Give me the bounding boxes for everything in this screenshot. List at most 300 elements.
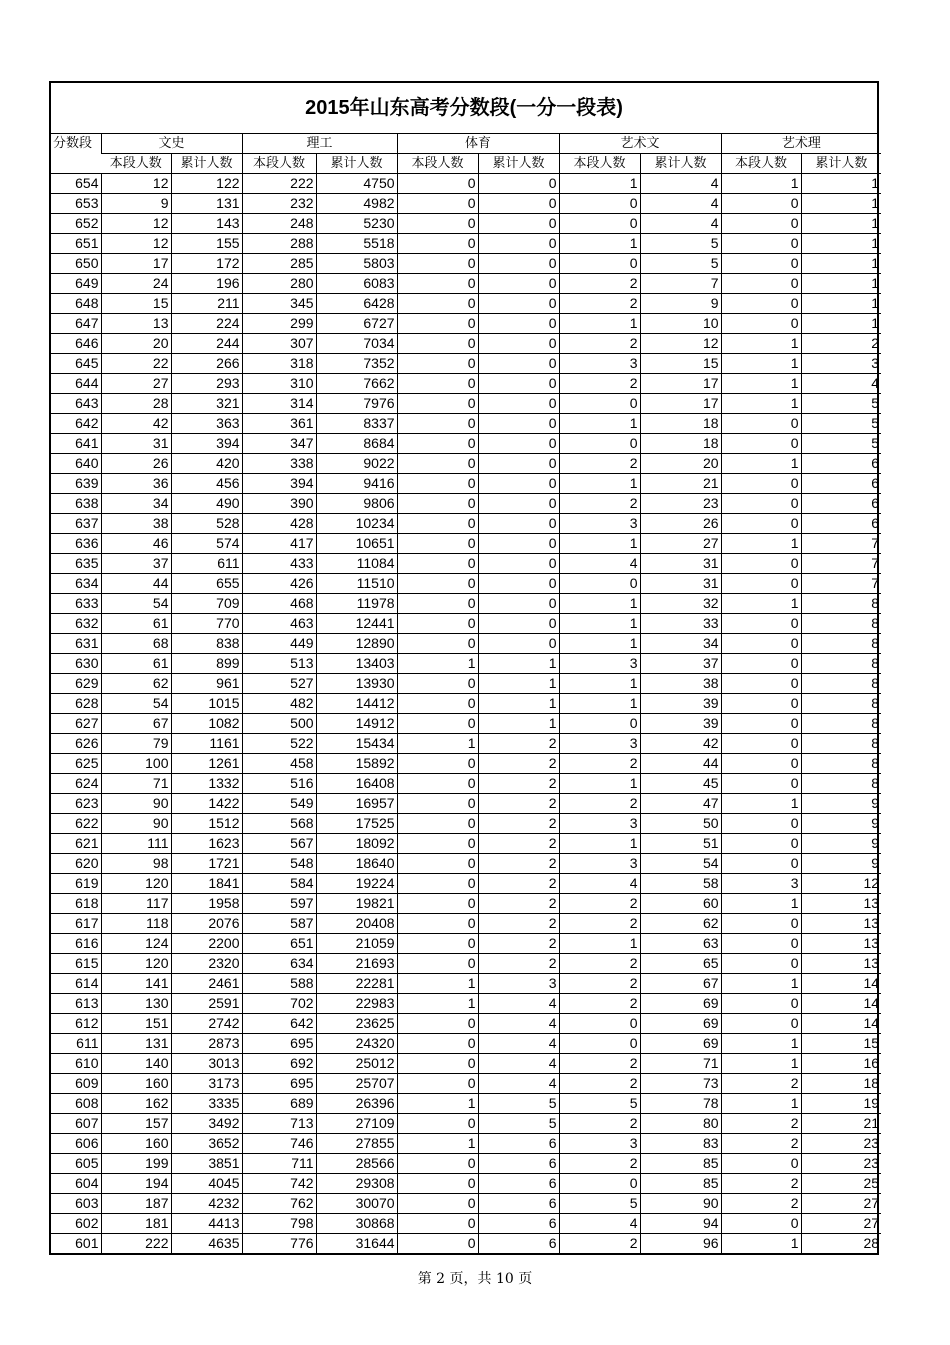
- count-cell: 597: [242, 894, 316, 914]
- count-cell: 293: [171, 374, 242, 394]
- table-row: [51, 1034, 881, 1054]
- count-cell: 9: [101, 194, 171, 214]
- count-cell: 27855: [316, 1134, 397, 1154]
- count-cell: 15: [640, 354, 721, 374]
- count-cell: 1: [721, 974, 801, 994]
- count-cell: 0: [397, 554, 478, 574]
- count-cell: 7: [801, 534, 881, 554]
- count-cell: 17: [640, 374, 721, 394]
- score-cell: 621: [51, 834, 101, 854]
- count-cell: 22: [101, 354, 171, 374]
- count-cell: 26: [640, 514, 721, 534]
- count-cell: 655: [171, 574, 242, 594]
- score-cell: 633: [51, 594, 101, 614]
- count-cell: 299: [242, 314, 316, 334]
- score-cell: 630: [51, 654, 101, 674]
- count-cell: 85: [640, 1174, 721, 1194]
- count-cell: 0: [397, 914, 478, 934]
- count-cell: 0: [478, 534, 559, 554]
- count-cell: 689: [242, 1094, 316, 1114]
- count-cell: 463: [242, 614, 316, 634]
- count-cell: 54: [101, 594, 171, 614]
- count-cell: 0: [397, 694, 478, 714]
- count-cell: 17: [640, 394, 721, 414]
- count-cell: 1332: [171, 774, 242, 794]
- count-cell: 9: [801, 854, 881, 874]
- score-cell: 653: [51, 194, 101, 214]
- count-cell: 338: [242, 454, 316, 474]
- header-sub-segment-count: 本段人数: [101, 154, 171, 174]
- count-cell: 3: [559, 654, 640, 674]
- count-cell: 0: [721, 194, 801, 214]
- count-cell: 0: [478, 514, 559, 534]
- count-cell: 0: [397, 474, 478, 494]
- count-cell: 1: [559, 834, 640, 854]
- count-cell: 0: [721, 434, 801, 454]
- count-cell: 1: [721, 894, 801, 914]
- count-cell: 42: [101, 414, 171, 434]
- count-cell: 2: [559, 754, 640, 774]
- count-cell: 0: [397, 1194, 478, 1214]
- score-cell: 615: [51, 954, 101, 974]
- count-cell: 0: [397, 274, 478, 294]
- count-cell: 8: [801, 614, 881, 634]
- count-cell: 222: [101, 1234, 171, 1254]
- count-cell: 194: [101, 1174, 171, 1194]
- count-cell: 8: [801, 694, 881, 714]
- count-cell: 0: [478, 274, 559, 294]
- count-cell: 0: [721, 814, 801, 834]
- count-cell: 8: [801, 714, 881, 734]
- count-cell: 27: [801, 1214, 881, 1234]
- count-cell: 38: [101, 514, 171, 534]
- count-cell: 0: [478, 294, 559, 314]
- count-cell: 1: [801, 314, 881, 334]
- count-cell: 157: [101, 1114, 171, 1134]
- score-cell: 644: [51, 374, 101, 394]
- count-cell: 394: [171, 434, 242, 454]
- count-cell: 417: [242, 534, 316, 554]
- count-cell: 20: [101, 334, 171, 354]
- count-cell: 117: [101, 894, 171, 914]
- count-cell: 6: [478, 1154, 559, 1174]
- count-cell: 6428: [316, 294, 397, 314]
- count-cell: 79: [101, 734, 171, 754]
- count-cell: 12441: [316, 614, 397, 634]
- count-cell: 248: [242, 214, 316, 234]
- count-cell: 528: [171, 514, 242, 534]
- count-cell: 4: [559, 874, 640, 894]
- count-cell: 187: [101, 1194, 171, 1214]
- header-group-ligong: 理工: [242, 134, 397, 154]
- count-cell: 1: [559, 594, 640, 614]
- table-row: [51, 614, 881, 634]
- count-cell: 14: [801, 1014, 881, 1034]
- score-cell: 649: [51, 274, 101, 294]
- count-cell: 0: [559, 1174, 640, 1194]
- table-row: [51, 534, 881, 554]
- count-cell: 1: [559, 174, 640, 194]
- count-cell: 742: [242, 1174, 316, 1194]
- count-cell: 1082: [171, 714, 242, 734]
- count-cell: 468: [242, 594, 316, 614]
- count-cell: 28: [801, 1234, 881, 1254]
- count-cell: 37: [101, 554, 171, 574]
- count-cell: 1: [721, 1054, 801, 1074]
- count-cell: 584: [242, 874, 316, 894]
- count-cell: 310: [242, 374, 316, 394]
- count-cell: 961: [171, 674, 242, 694]
- count-cell: 8: [801, 774, 881, 794]
- count-cell: 8: [801, 634, 881, 654]
- count-cell: 1: [721, 174, 801, 194]
- table-row: [51, 794, 881, 814]
- count-cell: 2: [721, 1134, 801, 1154]
- count-cell: 746: [242, 1134, 316, 1154]
- table-row: [51, 1054, 881, 1074]
- count-cell: 1015: [171, 694, 242, 714]
- count-cell: 0: [397, 1214, 478, 1234]
- count-cell: 2: [559, 894, 640, 914]
- count-cell: 211: [171, 294, 242, 314]
- count-cell: 100: [101, 754, 171, 774]
- score-cell: 640: [51, 454, 101, 474]
- score-cell: 635: [51, 554, 101, 574]
- score-cell: 647: [51, 314, 101, 334]
- score-cell: 632: [51, 614, 101, 634]
- count-cell: 1721: [171, 854, 242, 874]
- count-cell: 2: [721, 1114, 801, 1134]
- count-cell: 0: [721, 294, 801, 314]
- count-cell: 6: [478, 1134, 559, 1154]
- score-cell: 610: [51, 1054, 101, 1074]
- count-cell: 458: [242, 754, 316, 774]
- count-cell: 0: [721, 914, 801, 934]
- header-group-tiyu: 体育: [397, 134, 559, 154]
- header-sub-segment-count: 本段人数: [397, 154, 478, 174]
- score-cell: 629: [51, 674, 101, 694]
- score-cell: 611: [51, 1034, 101, 1054]
- count-cell: 0: [397, 634, 478, 654]
- count-cell: 288: [242, 234, 316, 254]
- count-cell: 2: [559, 294, 640, 314]
- count-cell: 1: [721, 534, 801, 554]
- count-cell: 10234: [316, 514, 397, 534]
- score-cell: 651: [51, 234, 101, 254]
- score-cell: 641: [51, 434, 101, 454]
- count-cell: 0: [397, 394, 478, 414]
- count-cell: 0: [721, 314, 801, 334]
- count-cell: 2: [478, 914, 559, 934]
- count-cell: 61: [101, 654, 171, 674]
- count-cell: 1: [801, 214, 881, 234]
- count-cell: 21: [801, 1114, 881, 1134]
- count-cell: 2: [559, 1114, 640, 1134]
- count-cell: 67: [640, 974, 721, 994]
- count-cell: 0: [721, 254, 801, 274]
- count-cell: 4: [478, 1054, 559, 1074]
- count-cell: 224: [171, 314, 242, 334]
- count-cell: 1: [397, 974, 478, 994]
- count-cell: 482: [242, 694, 316, 714]
- table-row: [51, 334, 881, 354]
- count-cell: 1: [721, 394, 801, 414]
- count-cell: 9: [801, 794, 881, 814]
- count-cell: 96: [640, 1234, 721, 1254]
- count-cell: 181: [101, 1214, 171, 1234]
- count-cell: 17: [101, 254, 171, 274]
- count-cell: 244: [171, 334, 242, 354]
- count-cell: 567: [242, 834, 316, 854]
- count-cell: 0: [721, 1154, 801, 1174]
- count-cell: 0: [559, 194, 640, 214]
- count-cell: 2200: [171, 934, 242, 954]
- count-cell: 0: [478, 494, 559, 514]
- count-cell: 3013: [171, 1054, 242, 1074]
- count-cell: 1: [478, 714, 559, 734]
- count-cell: 770: [171, 614, 242, 634]
- count-cell: 4: [478, 1014, 559, 1034]
- count-cell: 130: [101, 994, 171, 1014]
- score-table-sheet: [49, 81, 879, 1255]
- score-cell: 648: [51, 294, 101, 314]
- table-body: [51, 174, 881, 1254]
- count-cell: 6: [478, 1234, 559, 1254]
- count-cell: 16957: [316, 794, 397, 814]
- count-cell: 1: [478, 654, 559, 674]
- count-cell: 12: [640, 334, 721, 354]
- score-cell: 637: [51, 514, 101, 534]
- count-cell: 60: [640, 894, 721, 914]
- count-cell: 2: [559, 494, 640, 514]
- count-cell: 36: [101, 474, 171, 494]
- count-cell: 30868: [316, 1214, 397, 1234]
- score-cell: 639: [51, 474, 101, 494]
- score-cell: 628: [51, 694, 101, 714]
- count-cell: 702: [242, 994, 316, 1014]
- count-cell: 1623: [171, 834, 242, 854]
- count-cell: 5: [559, 1194, 640, 1214]
- count-cell: 347: [242, 434, 316, 454]
- table-row: [51, 694, 881, 714]
- count-cell: 3335: [171, 1094, 242, 1114]
- count-cell: 266: [171, 354, 242, 374]
- count-cell: 0: [478, 234, 559, 254]
- count-cell: 5: [640, 234, 721, 254]
- count-cell: 2: [721, 1174, 801, 1194]
- table-row: [51, 754, 881, 774]
- count-cell: 0: [397, 1114, 478, 1134]
- count-cell: 0: [397, 334, 478, 354]
- count-cell: 0: [397, 314, 478, 334]
- count-cell: 1: [559, 634, 640, 654]
- count-cell: 2: [721, 1194, 801, 1214]
- count-cell: 50: [640, 814, 721, 834]
- count-cell: 160: [101, 1134, 171, 1154]
- table-row: [51, 314, 881, 334]
- table-row: [51, 894, 881, 914]
- count-cell: 4982: [316, 194, 397, 214]
- count-cell: 19224: [316, 874, 397, 894]
- count-cell: 1: [397, 654, 478, 674]
- score-cell: 643: [51, 394, 101, 414]
- count-cell: 15: [801, 1034, 881, 1054]
- count-cell: 321: [171, 394, 242, 414]
- count-cell: 0: [721, 1214, 801, 1234]
- score-cell: 617: [51, 914, 101, 934]
- count-cell: 7: [801, 554, 881, 574]
- count-cell: 2: [559, 794, 640, 814]
- count-cell: 0: [559, 1014, 640, 1034]
- count-cell: 0: [397, 954, 478, 974]
- count-cell: 5: [801, 394, 881, 414]
- count-cell: 8: [801, 654, 881, 674]
- count-cell: 30070: [316, 1194, 397, 1214]
- count-cell: 0: [559, 254, 640, 274]
- count-cell: 695: [242, 1034, 316, 1054]
- table-row: [51, 274, 881, 294]
- count-cell: 10: [640, 314, 721, 334]
- count-cell: 2: [559, 454, 640, 474]
- count-cell: 0: [478, 194, 559, 214]
- score-cell: 624: [51, 774, 101, 794]
- count-cell: 692: [242, 1054, 316, 1074]
- count-cell: 0: [478, 634, 559, 654]
- count-cell: 500: [242, 714, 316, 734]
- count-cell: 19821: [316, 894, 397, 914]
- count-cell: 0: [397, 774, 478, 794]
- table-row: [51, 974, 881, 994]
- count-cell: 67: [101, 714, 171, 734]
- count-cell: 0: [397, 814, 478, 834]
- count-cell: 54: [101, 694, 171, 714]
- count-cell: 0: [397, 934, 478, 954]
- count-cell: 587: [242, 914, 316, 934]
- count-cell: 3: [559, 854, 640, 874]
- header-sub-cumulative-count: 累计人数: [316, 154, 397, 174]
- count-cell: 1: [721, 374, 801, 394]
- count-cell: 24: [101, 274, 171, 294]
- count-cell: 0: [397, 614, 478, 634]
- count-cell: 6083: [316, 274, 397, 294]
- count-cell: 54: [640, 854, 721, 874]
- count-cell: 394: [242, 474, 316, 494]
- score-cell: 618: [51, 894, 101, 914]
- count-cell: 18092: [316, 834, 397, 854]
- count-cell: 776: [242, 1234, 316, 1254]
- count-cell: 0: [397, 454, 478, 474]
- count-cell: 83: [640, 1134, 721, 1154]
- table-row: [51, 874, 881, 894]
- count-cell: 3492: [171, 1114, 242, 1134]
- count-cell: 0: [397, 374, 478, 394]
- count-cell: 0: [721, 574, 801, 594]
- count-cell: 0: [721, 234, 801, 254]
- count-cell: 363: [171, 414, 242, 434]
- count-cell: 2: [478, 854, 559, 874]
- score-cell: 604: [51, 1174, 101, 1194]
- score-cell: 605: [51, 1154, 101, 1174]
- count-cell: 2: [559, 914, 640, 934]
- count-cell: 3: [559, 514, 640, 534]
- count-cell: 51: [640, 834, 721, 854]
- count-cell: 1: [801, 274, 881, 294]
- count-cell: 124: [101, 934, 171, 954]
- count-cell: 0: [478, 334, 559, 354]
- count-cell: 4750: [316, 174, 397, 194]
- table-row: [51, 234, 881, 254]
- count-cell: 69: [640, 1034, 721, 1054]
- count-cell: 0: [559, 394, 640, 414]
- table-row: [51, 954, 881, 974]
- count-cell: 390: [242, 494, 316, 514]
- count-cell: 10651: [316, 534, 397, 554]
- table-row: [51, 1174, 881, 1194]
- count-cell: 34: [640, 634, 721, 654]
- count-cell: 3: [478, 974, 559, 994]
- count-cell: 0: [397, 894, 478, 914]
- table-row: [51, 674, 881, 694]
- count-cell: 0: [721, 494, 801, 514]
- count-cell: 45: [640, 774, 721, 794]
- table-row: [51, 1094, 881, 1114]
- header-sub-cumulative-count: 累计人数: [801, 154, 881, 174]
- count-cell: 1: [721, 1034, 801, 1054]
- table-row: [51, 814, 881, 834]
- count-cell: 65: [640, 954, 721, 974]
- count-cell: 1: [397, 1134, 478, 1154]
- count-cell: 0: [397, 834, 478, 854]
- count-cell: 2: [721, 1074, 801, 1094]
- score-cell: 642: [51, 414, 101, 434]
- count-cell: 0: [397, 854, 478, 874]
- count-cell: 456: [171, 474, 242, 494]
- count-cell: 1: [721, 594, 801, 614]
- count-cell: 7976: [316, 394, 397, 414]
- count-cell: 27109: [316, 1114, 397, 1134]
- count-cell: 47: [640, 794, 721, 814]
- count-cell: 0: [721, 694, 801, 714]
- count-cell: 0: [397, 434, 478, 454]
- count-cell: 80: [640, 1114, 721, 1134]
- count-cell: 222: [242, 174, 316, 194]
- count-cell: 1: [559, 474, 640, 494]
- count-cell: 196: [171, 274, 242, 294]
- count-cell: 0: [397, 234, 478, 254]
- score-cell: 634: [51, 574, 101, 594]
- count-cell: 172: [171, 254, 242, 274]
- count-cell: 71: [101, 774, 171, 794]
- count-cell: 4232: [171, 1194, 242, 1214]
- count-cell: 5: [640, 254, 721, 274]
- count-cell: 63: [640, 934, 721, 954]
- count-cell: 4: [559, 554, 640, 574]
- count-cell: 25012: [316, 1054, 397, 1074]
- count-cell: 3851: [171, 1154, 242, 1174]
- count-cell: 0: [478, 214, 559, 234]
- count-cell: 4045: [171, 1174, 242, 1194]
- count-cell: 37: [640, 654, 721, 674]
- count-cell: 14912: [316, 714, 397, 734]
- count-cell: 8: [801, 734, 881, 754]
- count-cell: 5803: [316, 254, 397, 274]
- count-cell: 2: [478, 774, 559, 794]
- count-cell: 0: [559, 574, 640, 594]
- count-cell: 31: [640, 574, 721, 594]
- count-cell: 15434: [316, 734, 397, 754]
- count-cell: 140: [101, 1054, 171, 1074]
- count-cell: 39: [640, 694, 721, 714]
